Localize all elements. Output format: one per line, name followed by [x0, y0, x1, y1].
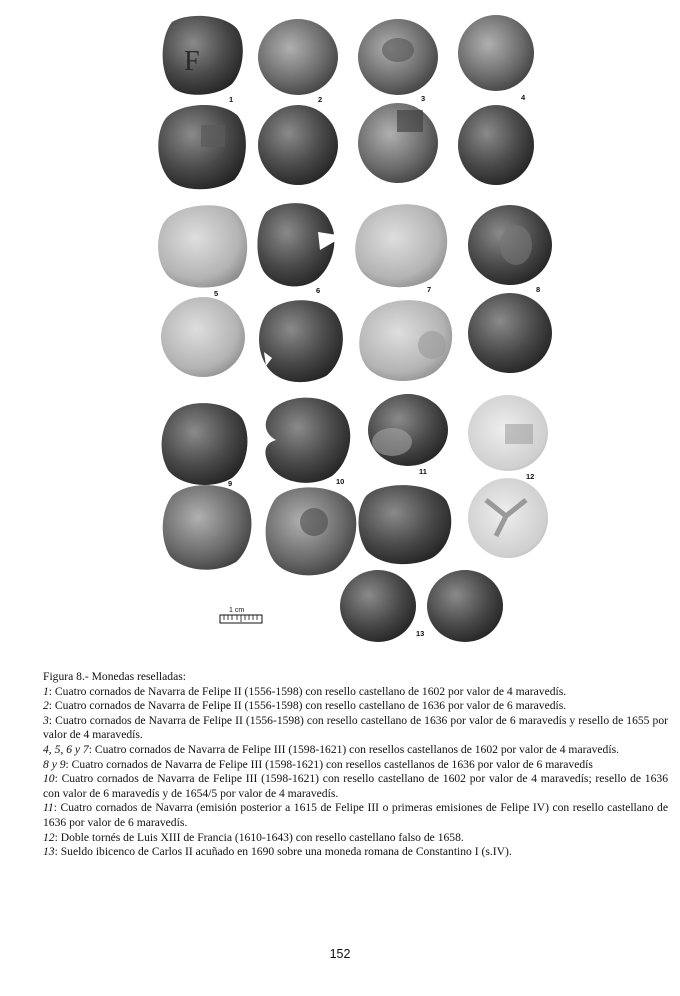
coin-12-reverse	[468, 478, 548, 558]
coin-3-obverse	[358, 19, 438, 95]
coin-1-obverse	[163, 16, 243, 95]
coin-13-obverse	[340, 570, 416, 642]
coin-number-label: 11	[419, 467, 427, 476]
coin-4-reverse	[458, 105, 534, 185]
scale-bar	[220, 607, 262, 623]
coin-number-label: 8	[536, 285, 541, 294]
coin-10-reverse	[266, 487, 357, 575]
coin-number-label: 7	[427, 285, 432, 294]
coin-number-label: 1	[229, 95, 234, 104]
coin-10-obverse	[265, 398, 350, 483]
coin-5-obverse	[158, 205, 247, 287]
svg-text:F: F	[184, 46, 200, 77]
caption-item: 13: Sueldo ibicenco de Carlos II acuñado en 1690 sobre una moneda romana de Constantino I (s.IV).	[43, 845, 512, 859]
coin-number-label: 6	[316, 286, 321, 295]
svg-text:1 cm: 1 cm	[229, 607, 245, 614]
coin-13-reverse	[427, 570, 503, 642]
caption-item: 2: Cuatro cornados de Navarra de Felipe II (1556-1598) con resello castellano de 1636 por valor de 6 maravedís.	[43, 699, 567, 713]
coin-7-obverse	[355, 204, 447, 287]
caption-item: 1: Cuatro cornados de Navarra de Felipe II (1556-1598) con resello castellano de 1602 por valor de 4 maravedís.	[43, 684, 567, 698]
caption-item: 10: Cuatro cornados de Navarra de Felipe III (1598-1621) con resello castellano de 1602 por valor de 4 maravedís; resello de 1636 con valor de 6 maravedís y de 1654/5 por valor de 4 maravedís.	[43, 772, 668, 800]
coin-number-label: 13	[416, 629, 425, 638]
coin-number-label: 2	[318, 95, 323, 104]
coin-6-obverse	[257, 203, 344, 286]
coin-9-reverse	[163, 485, 252, 570]
caption-item: 8 y 9: Cuatro cornados de Navarra de Felipe III (1598-1621) con resellos castellanos de 1636 por valor de 6 maravedís	[43, 757, 593, 771]
coin-7-reverse	[359, 300, 452, 381]
coin-number-label: 4	[521, 93, 526, 102]
coin-9-obverse	[162, 403, 248, 485]
coin-4-obverse	[458, 15, 534, 91]
coin-number-label: 12	[526, 472, 535, 481]
caption-item: 3: Cuatro cornados de Navarra de Felipe II (1556-1598) con resello castellano de 1636 por valor de 6 maravedís y resello de 1655 por valor de 4 maravedís.	[43, 713, 668, 742]
coin-number-label: 9	[228, 479, 233, 488]
figure-caption	[43, 670, 668, 860]
coin-12-obverse	[468, 395, 548, 471]
coin-2-obverse	[258, 19, 338, 95]
caption-item: 11: Cuatro cornados de Navarra (emisión posterior a 1615 de Felipe III o primeras emisiones de Felipe IV) con resello castellano de 1636 por valor de 6 maravedís.	[43, 801, 668, 829]
coin-1-reverse	[158, 105, 246, 189]
coin-11-reverse	[359, 485, 452, 564]
coin-11-obverse	[368, 394, 448, 466]
coin-number-label: 5	[214, 289, 219, 298]
caption-item: 12: Doble tornés de Luis XIII de Francia (1610-1643) con resello castellano falso de 1658.	[43, 830, 464, 844]
coin-8-obverse	[468, 205, 552, 285]
coin-8-reverse	[468, 293, 552, 373]
page-number: 152	[329, 947, 351, 961]
coin-2-reverse	[258, 105, 338, 185]
caption-item: 4, 5, 6 y 7: Cuatro cornados de Navarra de Felipe III (1598-1621) con resellos castellanos de 1602 por valor de 4 maravedís.	[43, 742, 619, 756]
coin-number-label: 3	[421, 94, 426, 103]
coin-number-label: 10	[336, 477, 345, 486]
coin-3-reverse	[358, 103, 438, 183]
caption-heading: Figura 8.- Monedas reselladas:	[43, 670, 186, 683]
coin-6-reverse	[259, 300, 343, 382]
coin-5-reverse	[161, 297, 245, 377]
